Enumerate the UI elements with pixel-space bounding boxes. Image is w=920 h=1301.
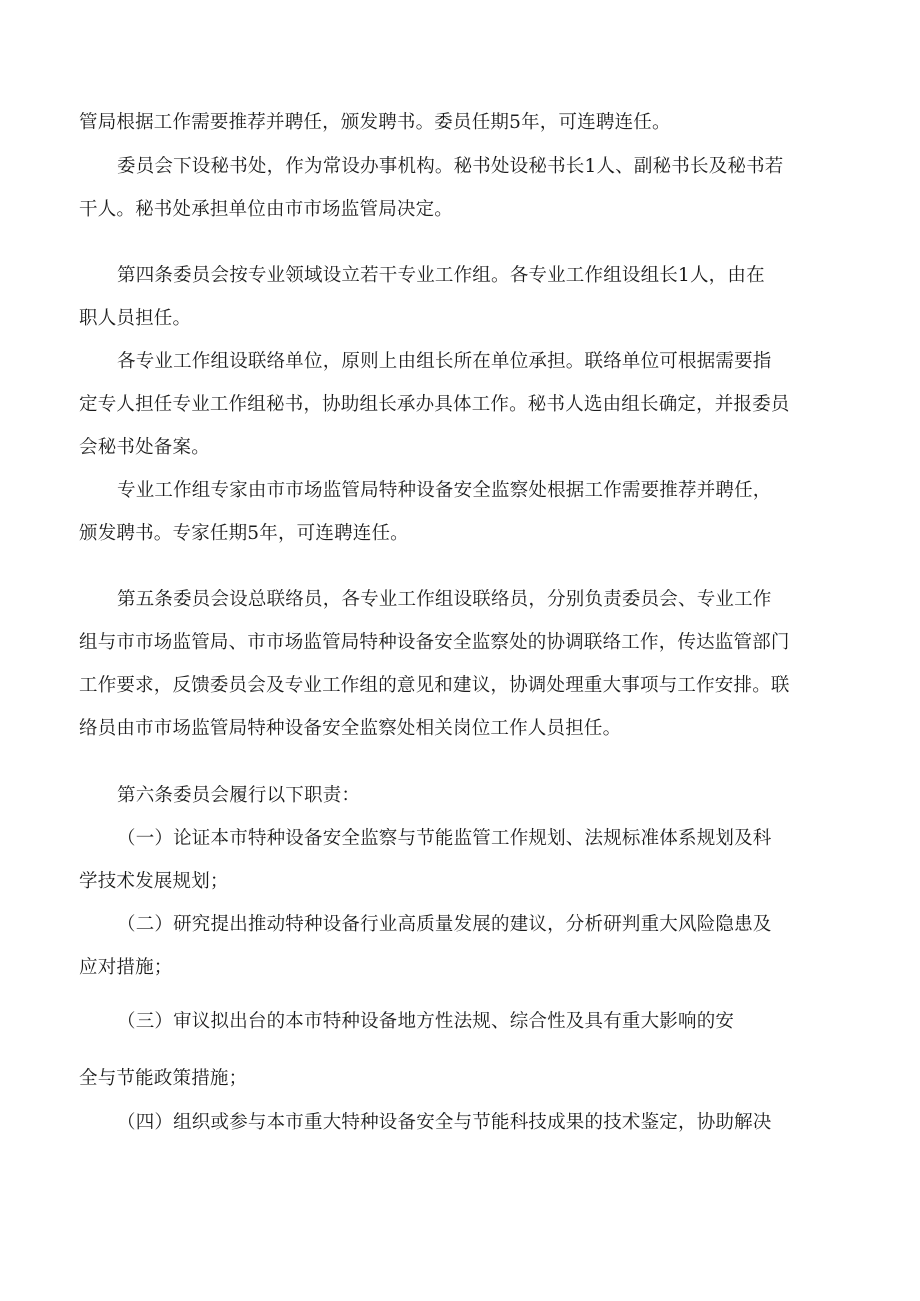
text-line: （三）审议拟出台的本市特种设备地方性法规、综合性及具有重大影响的安 xyxy=(117,1011,735,1032)
text-line: 应对措施； xyxy=(79,957,173,978)
text-line: 全与节能政策措施； xyxy=(79,1068,248,1089)
text-line: 定专人担任专业工作组秘书，协助组长承办具体工作。秘书人选由组长确定，并报委员 xyxy=(79,394,790,415)
text-line: 管局根据工作需要推荐并聘任，颁发聘书。委员任期5年，可连聘连任。 xyxy=(79,112,671,133)
text-line: （四）组织或参与本市重大特种设备安全与节能科技成果的技术鉴定，协助解决 xyxy=(117,1112,772,1133)
text-line: 职人员担任。 xyxy=(79,308,192,329)
text-line: 干人。秘书处承担单位由市市场监管局决定。 xyxy=(79,199,454,220)
text-line: 第四条委员会按专业领域设立若干专业工作组。各专业工作组设组长1人，由在 xyxy=(117,265,765,286)
text-line: 第六条委员会履行以下职责： xyxy=(117,785,361,806)
text-line: 络员由市市场监管局特种设备安全监察处相关岗位工作人员担任。 xyxy=(79,718,622,739)
text-line: 委员会下设秘书处，作为常设办事机构。秘书处设秘书长1人、副秘书长及秘书若 xyxy=(117,156,784,177)
text-line: 各专业工作组设联络单位，原则上由组长所在单位承担。联络单位可根据需要指 xyxy=(117,351,772,372)
text-line: 会秘书处备案。 xyxy=(79,437,210,458)
text-line: （二）研究提出推动特种设备行业高质量发展的建议，分析研判重大风险隐患及 xyxy=(117,914,772,935)
text-line: 学技术发展规划； xyxy=(79,871,229,892)
text-line: 工作要求，反馈委员会及专业工作组的意见和建议，协调处理重大事项与工作安排。联 xyxy=(79,675,790,696)
text-line: （一）论证本市特种设备安全监察与节能监管工作规划、法规标准体系规划及科 xyxy=(117,828,772,849)
text-line: 专业工作组专家由市市场监管局特种设备安全监察处根据工作需要推荐并聘任， xyxy=(117,480,772,501)
text-line: 第五条委员会设总联络员，各专业工作组设联络员，分别负责委员会、专业工作 xyxy=(117,589,772,610)
text-line: 颁发聘书。专家任期5年，可连聘连任。 xyxy=(79,523,409,544)
text-line: 组与市市场监管局、市市场监管局特种设备安全监察处的协调联络工作，传达监管部门 xyxy=(79,632,790,653)
